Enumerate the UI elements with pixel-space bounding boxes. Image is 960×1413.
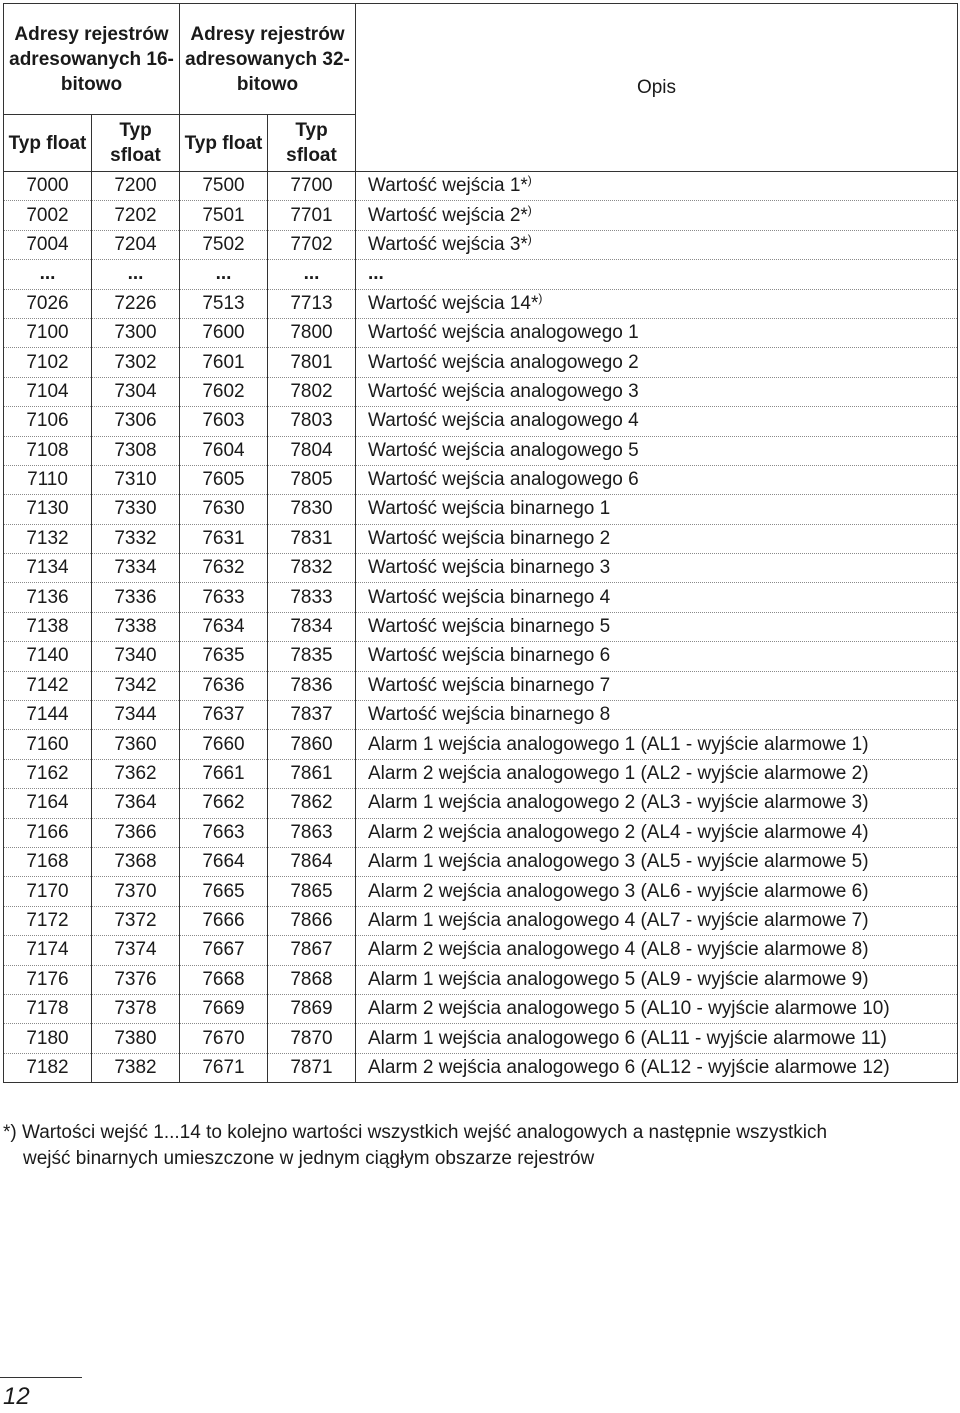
addr-32-float: 7663 (180, 818, 268, 847)
description-text: Alarm 2 wejścia analogowego 5 (AL10 - wyjście alarmowe 10) (368, 998, 890, 1020)
addr-16-sfloat: 7306 (92, 407, 180, 436)
addr-16-float: 7102 (4, 348, 92, 377)
addr-16-float: 7002 (4, 201, 92, 230)
description-text: Wartość wejścia 1* (368, 175, 528, 197)
description-text: Alarm 2 wejścia analogowego 3 (AL6 - wyjście alarmowe 6) (368, 880, 869, 902)
addr-16-float: 7180 (4, 1024, 92, 1053)
addr-32-float: 7502 (180, 230, 268, 259)
addr-16-float: 7144 (4, 701, 92, 730)
addr-16-float: 7166 (4, 818, 92, 847)
addr-16-sfloat: 7344 (92, 701, 180, 730)
table-row (4, 201, 958, 230)
table-row (4, 906, 958, 935)
addr-16-float: 7162 (4, 759, 92, 788)
addr-16-float: 7172 (4, 906, 92, 935)
register-description (356, 671, 958, 700)
register-description (356, 495, 958, 524)
register-description (356, 318, 958, 347)
addr-32-sfloat: 7863 (268, 818, 356, 847)
addr-32-sfloat: ... (268, 260, 356, 289)
addr-32-sfloat: 7700 (268, 172, 356, 201)
description-text: Wartość wejścia analogowego 4 (368, 410, 639, 432)
register-description (356, 642, 958, 671)
table-row (4, 1024, 958, 1053)
register-description (356, 730, 958, 759)
description-text: Alarm 2 wejścia analogowego 2 (AL4 - wyjście alarmowe 4) (368, 821, 869, 843)
addr-32-sfloat: 7834 (268, 612, 356, 641)
header-16bit-group: Adresy rejestrów adresowanych 16-bitowo (4, 4, 180, 115)
addr-16-sfloat: 7338 (92, 612, 180, 641)
footnote-line-1: *) Wartości wejść 1...14 to kolejno wartości wszystkich wejść analogowych a następnie wszystkich (3, 1122, 828, 1143)
addr-16-sfloat: 7334 (92, 554, 180, 583)
description-text: Wartość wejścia analogowego 3 (368, 380, 639, 402)
addr-16-float: 7130 (4, 495, 92, 524)
header-description: Opis (356, 4, 958, 172)
register-description (356, 554, 958, 583)
addr-32-sfloat: 7837 (268, 701, 356, 730)
addr-32-float: 7630 (180, 495, 268, 524)
description-text: Alarm 1 wejścia analogowego 5 (AL9 - wyjście alarmowe 9) (368, 968, 869, 990)
table-row (4, 495, 958, 524)
table-row (4, 847, 958, 876)
table-row (4, 759, 958, 788)
footnote-marker: ) (527, 231, 532, 246)
description-text: Wartość wejścia binarnego 6 (368, 645, 611, 667)
description-text: Wartość wejścia 3* (368, 233, 528, 255)
addr-16-sfloat: 7340 (92, 642, 180, 671)
description-text: Wartość wejścia binarnego 2 (368, 527, 611, 549)
addr-16-sfloat: 7204 (92, 230, 180, 259)
addr-16-float: 7176 (4, 965, 92, 994)
table-row (4, 965, 958, 994)
table-row (4, 524, 958, 553)
header-sfloat-32: Typ sfloat (268, 115, 356, 172)
addr-32-sfloat: 7866 (268, 906, 356, 935)
footnote-line-2: wejść binarnych umieszczone w jednym ciągłym obszarze rejestrów (23, 1148, 595, 1169)
addr-16-sfloat: 7308 (92, 436, 180, 465)
register-description (356, 701, 958, 730)
register-description (356, 994, 958, 1023)
table-row (4, 730, 958, 759)
addr-32-float: 7665 (180, 877, 268, 906)
addr-32-float: 7513 (180, 289, 268, 318)
addr-32-sfloat: 7701 (268, 201, 356, 230)
addr-32-sfloat: 7802 (268, 377, 356, 406)
addr-16-float: 7142 (4, 671, 92, 700)
table-row (4, 701, 958, 730)
addr-16-sfloat: 7378 (92, 994, 180, 1023)
addr-32-float: 7602 (180, 377, 268, 406)
table-row (4, 818, 958, 847)
addr-32-sfloat: 7831 (268, 524, 356, 553)
table-row (4, 583, 958, 612)
addr-32-sfloat: 7805 (268, 465, 356, 494)
description-text: Alarm 1 wejścia analogowego 3 (AL5 - wyjście alarmowe 5) (368, 851, 869, 873)
addr-32-float: ... (180, 260, 268, 289)
header-sfloat-16: Typ sfloat (92, 115, 180, 172)
addr-32-float: 7636 (180, 671, 268, 700)
addr-32-sfloat: 7869 (268, 994, 356, 1023)
register-description (356, 789, 958, 818)
addr-32-sfloat: 7833 (268, 583, 356, 612)
addr-32-sfloat: 7836 (268, 671, 356, 700)
description-text: Alarm 1 wejścia analogowego 2 (AL3 - wyjście alarmowe 3) (368, 792, 869, 814)
addr-32-float: 7500 (180, 172, 268, 201)
addr-32-float: 7662 (180, 789, 268, 818)
addr-16-sfloat: 7370 (92, 877, 180, 906)
addr-16-sfloat: 7200 (92, 172, 180, 201)
description-text: Wartość wejścia binarnego 7 (368, 674, 611, 696)
addr-32-sfloat: 7862 (268, 789, 356, 818)
addr-16-sfloat: 7342 (92, 671, 180, 700)
description-text: Wartość wejścia binarnego 3 (368, 557, 611, 579)
addr-32-sfloat: 7713 (268, 289, 356, 318)
addr-32-sfloat: 7804 (268, 436, 356, 465)
description-text: Wartość wejścia 14* (368, 292, 539, 314)
register-description (356, 612, 958, 641)
register-description (356, 877, 958, 906)
description-text: Wartość wejścia analogowego 1 (368, 322, 639, 344)
addr-16-float: 7100 (4, 318, 92, 347)
addr-16-sfloat: 7332 (92, 524, 180, 553)
addr-16-float: 7140 (4, 642, 92, 671)
addr-16-sfloat: 7330 (92, 495, 180, 524)
addr-16-float: 7164 (4, 789, 92, 818)
description-text: Wartość wejścia binarnego 5 (368, 616, 611, 638)
addr-32-sfloat: 7864 (268, 847, 356, 876)
table-row (4, 260, 958, 289)
footnote-marker: ) (527, 202, 532, 217)
register-description (356, 1053, 958, 1082)
table-row (4, 377, 958, 406)
register-description (356, 377, 958, 406)
addr-32-float: 7668 (180, 965, 268, 994)
addr-32-sfloat: 7867 (268, 936, 356, 965)
addr-32-float: 7670 (180, 1024, 268, 1053)
addr-32-sfloat: 7832 (268, 554, 356, 583)
addr-16-float: 7110 (4, 465, 92, 494)
addr-16-sfloat: 7364 (92, 789, 180, 818)
addr-32-float: 7633 (180, 583, 268, 612)
table-row (4, 407, 958, 436)
addr-16-sfloat: 7380 (92, 1024, 180, 1053)
addr-32-sfloat: 7871 (268, 1053, 356, 1082)
addr-32-float: 7501 (180, 201, 268, 230)
addr-16-sfloat: 7362 (92, 759, 180, 788)
table-row (4, 936, 958, 965)
addr-32-sfloat: 7702 (268, 230, 356, 259)
addr-32-float: 7604 (180, 436, 268, 465)
footnote (3, 1120, 943, 1172)
addr-32-float: 7637 (180, 701, 268, 730)
addr-16-sfloat: 7376 (92, 965, 180, 994)
addr-32-sfloat: 7868 (268, 965, 356, 994)
description-text: Alarm 1 wejścia analogowego 6 (AL11 - wyjście alarmowe 11) (368, 1027, 887, 1049)
table-row (4, 671, 958, 700)
addr-32-float: 7666 (180, 906, 268, 935)
register-description (356, 847, 958, 876)
register-rows (4, 172, 958, 1083)
register-description (356, 172, 958, 201)
addr-16-sfloat: 7374 (92, 936, 180, 965)
table-row (4, 348, 958, 377)
addr-32-float: 7661 (180, 759, 268, 788)
addr-16-sfloat: 7300 (92, 318, 180, 347)
register-description (356, 906, 958, 935)
table-row (4, 877, 958, 906)
description-text: Wartość wejścia analogowego 6 (368, 469, 639, 491)
table-row (4, 318, 958, 347)
addr-32-float: 7664 (180, 847, 268, 876)
description-text: Alarm 2 wejścia analogowego 1 (AL2 - wyjście alarmowe 2) (368, 763, 869, 784)
addr-16-float: 7138 (4, 612, 92, 641)
register-description (356, 348, 958, 377)
description-text: Wartość wejścia analogowego 2 (368, 351, 639, 373)
addr-16-sfloat: 7382 (92, 1053, 180, 1082)
addr-32-float: 7634 (180, 612, 268, 641)
addr-16-sfloat: 7302 (92, 348, 180, 377)
addr-16-sfloat: ... (92, 260, 180, 289)
register-description (356, 230, 958, 259)
addr-32-sfloat: 7803 (268, 407, 356, 436)
description-text: Alarm 2 wejścia analogowego 6 (AL12 - wyjście alarmowe 12) (368, 1056, 890, 1078)
addr-16-sfloat: 7310 (92, 465, 180, 494)
addr-16-float: 7136 (4, 583, 92, 612)
table-row (4, 172, 958, 201)
addr-32-sfloat: 7861 (268, 759, 356, 788)
addr-16-float: 7168 (4, 847, 92, 876)
register-description (356, 936, 958, 965)
addr-16-float: 7104 (4, 377, 92, 406)
register-description (356, 436, 958, 465)
register-address-table (3, 3, 958, 1083)
addr-32-sfloat: 7830 (268, 495, 356, 524)
addr-16-sfloat: 7368 (92, 847, 180, 876)
register-description (356, 965, 958, 994)
addr-32-float: 7671 (180, 1053, 268, 1082)
addr-16-float: 7182 (4, 1053, 92, 1082)
addr-32-float: 7601 (180, 348, 268, 377)
description-text: Wartość wejścia binarnego 8 (368, 704, 611, 726)
addr-16-float: 7170 (4, 877, 92, 906)
page-number-rule (0, 1377, 82, 1378)
register-description (356, 759, 958, 788)
footnote-marker: ) (527, 173, 532, 188)
addr-16-float: 7160 (4, 730, 92, 759)
addr-32-float: 7667 (180, 936, 268, 965)
addr-32-float: 7635 (180, 642, 268, 671)
addr-16-float: 7004 (4, 230, 92, 259)
table-row (4, 642, 958, 671)
addr-16-sfloat: 7202 (92, 201, 180, 230)
addr-16-float: 7106 (4, 407, 92, 436)
addr-16-float: 7026 (4, 289, 92, 318)
addr-32-float: 7605 (180, 465, 268, 494)
addr-32-float: 7603 (180, 407, 268, 436)
description-text: Wartość wejścia binarnego 4 (368, 586, 611, 608)
register-description (356, 1024, 958, 1053)
description-text: Alarm 1 wejścia analogowego 4 (AL7 - wyjście alarmowe 7) (368, 909, 869, 931)
addr-16-sfloat: 7336 (92, 583, 180, 612)
header-float-32: Typ float (180, 115, 268, 172)
description-text: Alarm 2 wejścia analogowego 4 (AL8 - wyjście alarmowe 8) (368, 939, 869, 961)
addr-32-float: 7669 (180, 994, 268, 1023)
addr-32-sfloat: 7865 (268, 877, 356, 906)
addr-16-sfloat: 7360 (92, 730, 180, 759)
table-row (4, 465, 958, 494)
addr-32-float: 7600 (180, 318, 268, 347)
addr-16-float: 7174 (4, 936, 92, 965)
table-row (4, 994, 958, 1023)
addr-16-sfloat: 7226 (92, 289, 180, 318)
addr-32-sfloat: 7870 (268, 1024, 356, 1053)
addr-16-sfloat: 7304 (92, 377, 180, 406)
header-float-16: Typ float (4, 115, 92, 172)
table-row (4, 436, 958, 465)
table-row (4, 789, 958, 818)
description-text: Wartość wejścia analogowego 5 (368, 439, 639, 461)
header-32bit-group: Adresy rejestrów adresowanych 32-bitowo (180, 4, 356, 115)
table-row (4, 1053, 958, 1082)
addr-32-sfloat: 7800 (268, 318, 356, 347)
register-description (356, 818, 958, 847)
addr-16-float: ... (4, 260, 92, 289)
description-text: ... (368, 263, 384, 285)
description-text: Wartość wejścia 2* (368, 204, 528, 226)
register-description (356, 524, 958, 553)
addr-32-sfloat: 7801 (268, 348, 356, 377)
table-row (4, 289, 958, 318)
register-description (356, 289, 958, 318)
description-text: Alarm 1 wejścia analogowego 1 (AL1 - wyjście alarmowe 1) (368, 733, 869, 755)
table-row (4, 612, 958, 641)
addr-32-sfloat: 7835 (268, 642, 356, 671)
table-row (4, 230, 958, 259)
register-description (356, 583, 958, 612)
footnote-marker: ) (538, 290, 543, 305)
register-description (356, 407, 958, 436)
addr-16-float: 7178 (4, 994, 92, 1023)
addr-16-float: 7108 (4, 436, 92, 465)
addr-32-float: 7632 (180, 554, 268, 583)
addr-16-float: 7000 (4, 172, 92, 201)
register-description (356, 465, 958, 494)
addr-32-sfloat: 7860 (268, 730, 356, 759)
addr-16-float: 7132 (4, 524, 92, 553)
table-row (4, 554, 958, 583)
addr-32-float: 7660 (180, 730, 268, 759)
addr-16-sfloat: 7366 (92, 818, 180, 847)
register-description (356, 201, 958, 230)
page-number: 12 (3, 1383, 30, 1410)
addr-16-float: 7134 (4, 554, 92, 583)
addr-16-sfloat: 7372 (92, 906, 180, 935)
addr-32-float: 7631 (180, 524, 268, 553)
description-text: Wartość wejścia binarnego 1 (368, 498, 611, 520)
register-description (356, 260, 958, 289)
